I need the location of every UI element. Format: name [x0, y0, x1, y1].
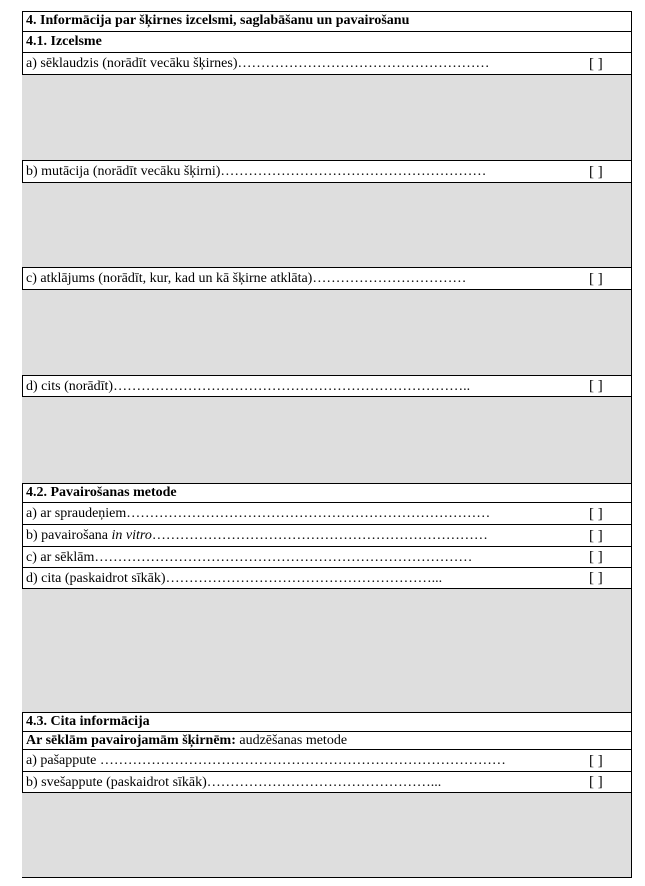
origin-answer-area-a[interactable] — [22, 75, 631, 161]
origin-item-b — [22, 161, 631, 183]
origin-checkbox-b[interactable]: [ ] — [589, 164, 603, 180]
other-subheading-rest: audzēšanas metode — [235, 733, 348, 748]
origin-answer-area-c[interactable] — [22, 290, 631, 376]
other-item-b — [22, 772, 631, 793]
propagation-item-label-italic: in vitro — [111, 528, 152, 543]
origin-heading — [22, 32, 631, 53]
propagation-checkbox-a[interactable]: [ ] — [589, 506, 603, 522]
propagation-heading-text: 4.2. Pavairošanas metode — [26, 485, 177, 500]
propagation-item-label: c) ar sēklām — [26, 550, 95, 565]
propagation-item-label: d) cita (paskaidrot sīkāk) — [26, 571, 166, 586]
other-item-a — [22, 750, 631, 772]
dot-leader: ………………………………………………………………….. — [113, 379, 471, 394]
origin-item-label: b) mutācija (norādīt vecāku šķirni) — [26, 164, 221, 179]
other-heading-text: 4.3. Cita informācija — [26, 714, 150, 729]
origin-item-a — [22, 53, 631, 75]
section-title — [22, 11, 631, 32]
propagation-item-label: b) pavairošana — [26, 528, 112, 543]
other-checkbox-a[interactable]: [ ] — [589, 753, 603, 769]
dot-leader: ……………………………………………………………………… — [94, 550, 473, 565]
other-heading — [22, 712, 631, 732]
propagation-heading — [22, 483, 631, 503]
dot-leader: …………………………………………………………………………… — [99, 753, 506, 768]
dot-leader: ……………………………………………………………… — [151, 528, 488, 543]
origin-heading-text: 4.1. Izcelsme — [26, 34, 102, 49]
dot-leader: …………………………… — [312, 271, 467, 286]
origin-checkbox-d[interactable]: [ ] — [589, 378, 603, 394]
origin-item-d — [22, 376, 631, 397]
origin-item-label: d) cits (norādīt) — [26, 379, 114, 394]
dot-leader: ……………………………………………… — [237, 56, 490, 71]
origin-item-c — [22, 268, 631, 290]
propagation-item-b — [22, 525, 631, 547]
other-item-label: b) svešappute (paskaidrot sīkāk) — [26, 775, 207, 790]
origin-answer-area-d[interactable] — [22, 397, 631, 483]
origin-item-label: c) atklājums (norādīt, kur, kad un kā šķirne atklāta) — [26, 271, 313, 286]
propagation-item-d — [22, 568, 631, 589]
other-item-label: a) pašappute — [26, 753, 100, 768]
origin-checkbox-c[interactable]: [ ] — [589, 271, 603, 287]
propagation-checkbox-d[interactable]: [ ] — [589, 570, 603, 586]
other-answer-area[interactable] — [22, 793, 631, 878]
origin-checkbox-a[interactable]: [ ] — [589, 56, 603, 72]
dot-leader: …………………………………………………………………… — [126, 506, 491, 521]
propagation-checkbox-c[interactable]: [ ] — [589, 549, 603, 565]
dot-leader: ………………………………………………… — [220, 164, 487, 179]
propagation-item-c — [22, 547, 631, 568]
origin-answer-area-b[interactable] — [22, 183, 631, 268]
other-subheading-bold: Ar sēklām pavairojamām šķirnēm: — [26, 733, 236, 748]
dot-leader: …………………………………………... — [206, 775, 442, 790]
section-title-text: 4. Informācija par šķirnes izcelsmi, saglabāšanu un pavairošanu — [26, 13, 410, 28]
propagation-answer-area[interactable] — [22, 589, 631, 712]
propagation-item-label: a) ar spraudeņiem — [26, 506, 127, 521]
propagation-checkbox-b[interactable]: [ ] — [589, 528, 603, 544]
other-subheading — [22, 732, 631, 750]
dot-leader: …………………………………………………... — [165, 571, 443, 586]
origin-item-label: a) sēklaudzis (norādīt vecāku šķirnes) — [26, 56, 238, 71]
propagation-item-a — [22, 503, 631, 525]
other-checkbox-b[interactable]: [ ] — [589, 774, 603, 790]
